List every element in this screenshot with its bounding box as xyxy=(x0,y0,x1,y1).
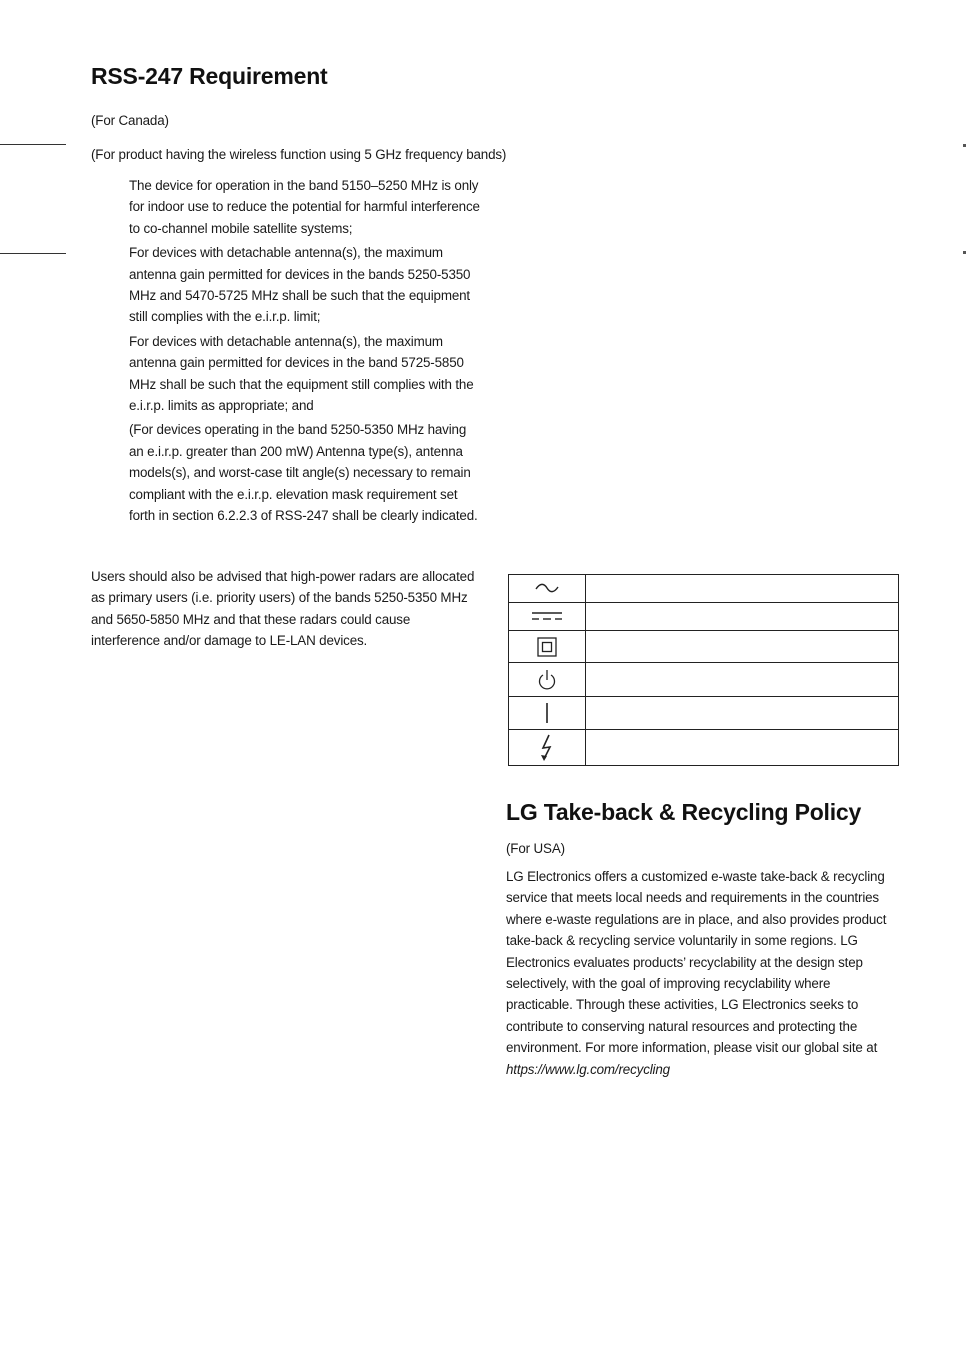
recycling-region: (For USA) xyxy=(506,841,565,856)
class-ii-equipment-icon xyxy=(537,637,557,657)
symbols-row xyxy=(509,697,899,730)
power-on-icon xyxy=(544,702,550,724)
rss-intro: (For product having the wireless function using 5 GHz frequency bands) xyxy=(91,147,507,162)
symbols-row xyxy=(509,575,899,603)
symbol-cell xyxy=(509,697,586,730)
recycling-body-text: LG Electronics offers a customized e-waste take-back & recycling service that meets local needs and requirements in the countries where e-waste regulations are in place, and also provides product take-back & recycling service voluntarily in some regions. LG Electronics evaluates products’ recyclability at the design step selectively, with the goal of improving recyclability where practicable. Through these activities, LG Electronics seeks to contribute to conserving natural resources and protecting the environment. For more information, please visit our global site at xyxy=(506,869,887,1056)
rss-requirement-item: For devices with detachable antenna(s), the maximum antenna gain permitted for devices in the band 5725-5850 MHz shall be such that the equipment still complies with the e.i.r.p. limits as appropriate; and xyxy=(129,333,474,414)
rss-requirement-item: The device for operation in the band 5150–5250 MHz is only for indoor use to reduce the potential for harmful interference to co-channel mobile satellite systems; xyxy=(129,178,480,236)
symbol-description xyxy=(586,697,899,730)
rss-requirement-item: (For devices operating in the band 5250-5350 MHz having an e.i.r.p. greater than 200 mW) Antenna type(s), antenna models(s), and worst-case tilt angle(s) necessary to remain compliant with the e.i.r.p. elevation mask requirement set forth in section 6.2.2.3 of RSS-247 shall be clearly indicated. xyxy=(129,422,478,524)
symbol-description xyxy=(586,575,899,603)
symbol-description xyxy=(586,631,899,663)
symbols-row xyxy=(509,730,899,766)
stand-by-icon xyxy=(537,669,557,691)
symbol-cell xyxy=(509,663,586,697)
symbol-description xyxy=(586,730,899,766)
radar-note: Users should also be advised that high-power radars are allocated as primary users (i.e. priority users) of the bands 5250-5350 MHz and 5650-5850 MHz and that these radars could cause interference and/or damage to LE-LAN devices. xyxy=(91,569,475,649)
rss-requirements-list xyxy=(129,175,484,530)
symbol-cell xyxy=(509,730,586,766)
rss-requirement-item: For devices with detachable antenna(s), the maximum antenna gain permitted for devices in the bands 5250-5350 MHz and 5470-5725 MHz shall be such that the equipment still complies with the e.i.r.p. limit; xyxy=(129,245,471,325)
rss-region: (For Canada) xyxy=(91,113,169,128)
rss-heading: RSS-247 Requirement xyxy=(91,63,328,89)
symbols-row xyxy=(509,631,899,663)
symbols-table xyxy=(508,574,899,766)
symbol-description xyxy=(586,603,899,631)
symbol-cell xyxy=(509,603,586,631)
symbol-cell xyxy=(509,575,586,603)
recycling-heading: LG Take-back & Recycling Policy xyxy=(506,799,862,825)
direct-current-icon xyxy=(531,610,563,622)
symbol-cell xyxy=(509,631,586,663)
recycling-link[interactable]: https://www.lg.com/recycling xyxy=(506,1061,670,1077)
recycling-body xyxy=(506,866,898,1080)
alternating-current-icon xyxy=(534,582,560,594)
symbol-description xyxy=(586,663,899,697)
symbols-row xyxy=(509,603,899,631)
dangerous-voltage-icon xyxy=(539,734,555,762)
symbols-row xyxy=(509,663,899,697)
margin-rule-top xyxy=(0,144,66,145)
margin-rule-bottom xyxy=(0,253,66,254)
